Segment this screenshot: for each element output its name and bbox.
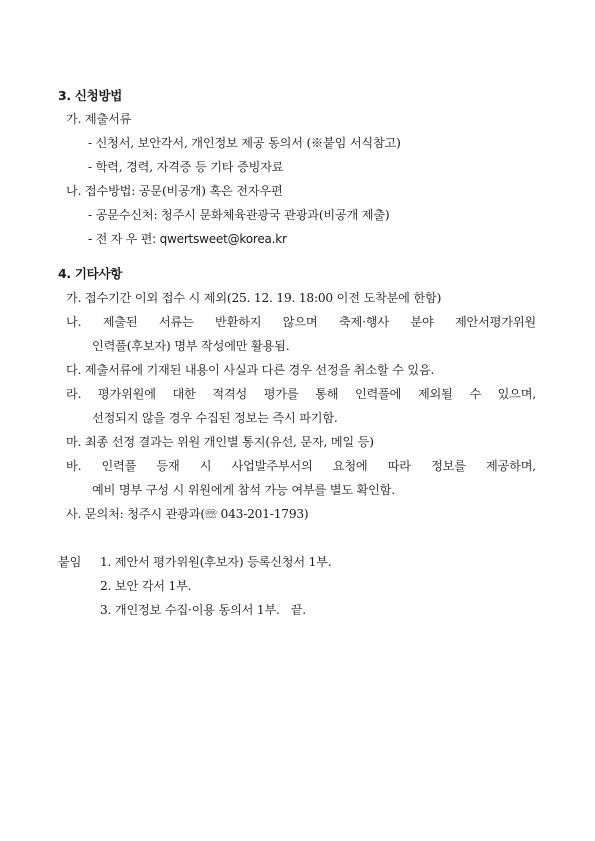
- section-3-item-ga-sub-2: - 학력, 경력, 자격증 등 기타 증빙자료: [88, 160, 284, 174]
- section-3-email-line: - 전 자 우 편: qwertsweet@korea.kr: [88, 232, 287, 246]
- section-4-item-ba-line-1: 바. 인력풀 등재 시 사업발주부서의 요청에 따라 정보를 제공하며,: [66, 459, 536, 473]
- section-4-item-ma: 마. 최종 선정 결과는 위원 개인별 통지(유선, 문자, 메일 등): [66, 435, 374, 449]
- section-3-item-na: 나. 접수방법: 공문(비공개) 혹은 전자우편: [66, 184, 283, 198]
- attachments-label: 붙임: [58, 555, 82, 569]
- section-4-contact: 사. 문의처: 청주시 관광과(☏ 043-201-1793): [66, 507, 309, 521]
- section-4-item-ra-line-2: 선정되지 않을 경우 수집된 정보는 즉시 파기함.: [92, 411, 338, 425]
- attachment-item: 3. 개인정보 수집·이용 동의서 1부. 끝.: [100, 603, 306, 617]
- section-3-item-ga: 가. 제출서류: [66, 112, 132, 126]
- section-3-title: 3. 신청방법: [58, 88, 122, 103]
- section-4-item-na-line-1: 나. 제출된 서류는 반환하지 않으며 축제·행사 분야 제안서평가위원: [66, 315, 536, 329]
- section-4-item-ga: 가. 접수기간 이외 접수 시 제외(25. 12. 19. 18:00 이전 도착분에 한함): [66, 291, 442, 305]
- attachment-item: 1. 제안서 평가위원(후보자) 등록신청서 1부.: [100, 555, 332, 569]
- section-4-item-na-line-2: 인력풀(후보자) 명부 작성에만 활용됨.: [92, 339, 290, 353]
- section-3-item-ga-sub-1: - 신청서, 보안각서, 개인정보 제공 동의서 (※붙임 서식참고): [88, 136, 401, 150]
- section-4-item-da: 다. 제출서류에 기재된 내용이 사실과 다른 경우 선정을 취소할 수 있음.: [66, 363, 435, 377]
- section-4-item-ra-line-1: 라. 평가위원에 대한 적격성 평가를 통해 인력풀에 제외될 수 있으며,: [66, 387, 536, 401]
- attachment-item: 2. 보안 각서 1부.: [100, 579, 192, 593]
- section-4-item-ba-line-2: 예비 명부 구성 시 위원에게 참석 가능 여부를 별도 확인함.: [92, 483, 395, 497]
- section-3-item-na-sub-1: - 공문수신처: 청주시 문화체육관광국 관광과(비공개 제출): [88, 208, 390, 222]
- section-4-title: 4. 기타사항: [58, 266, 122, 281]
